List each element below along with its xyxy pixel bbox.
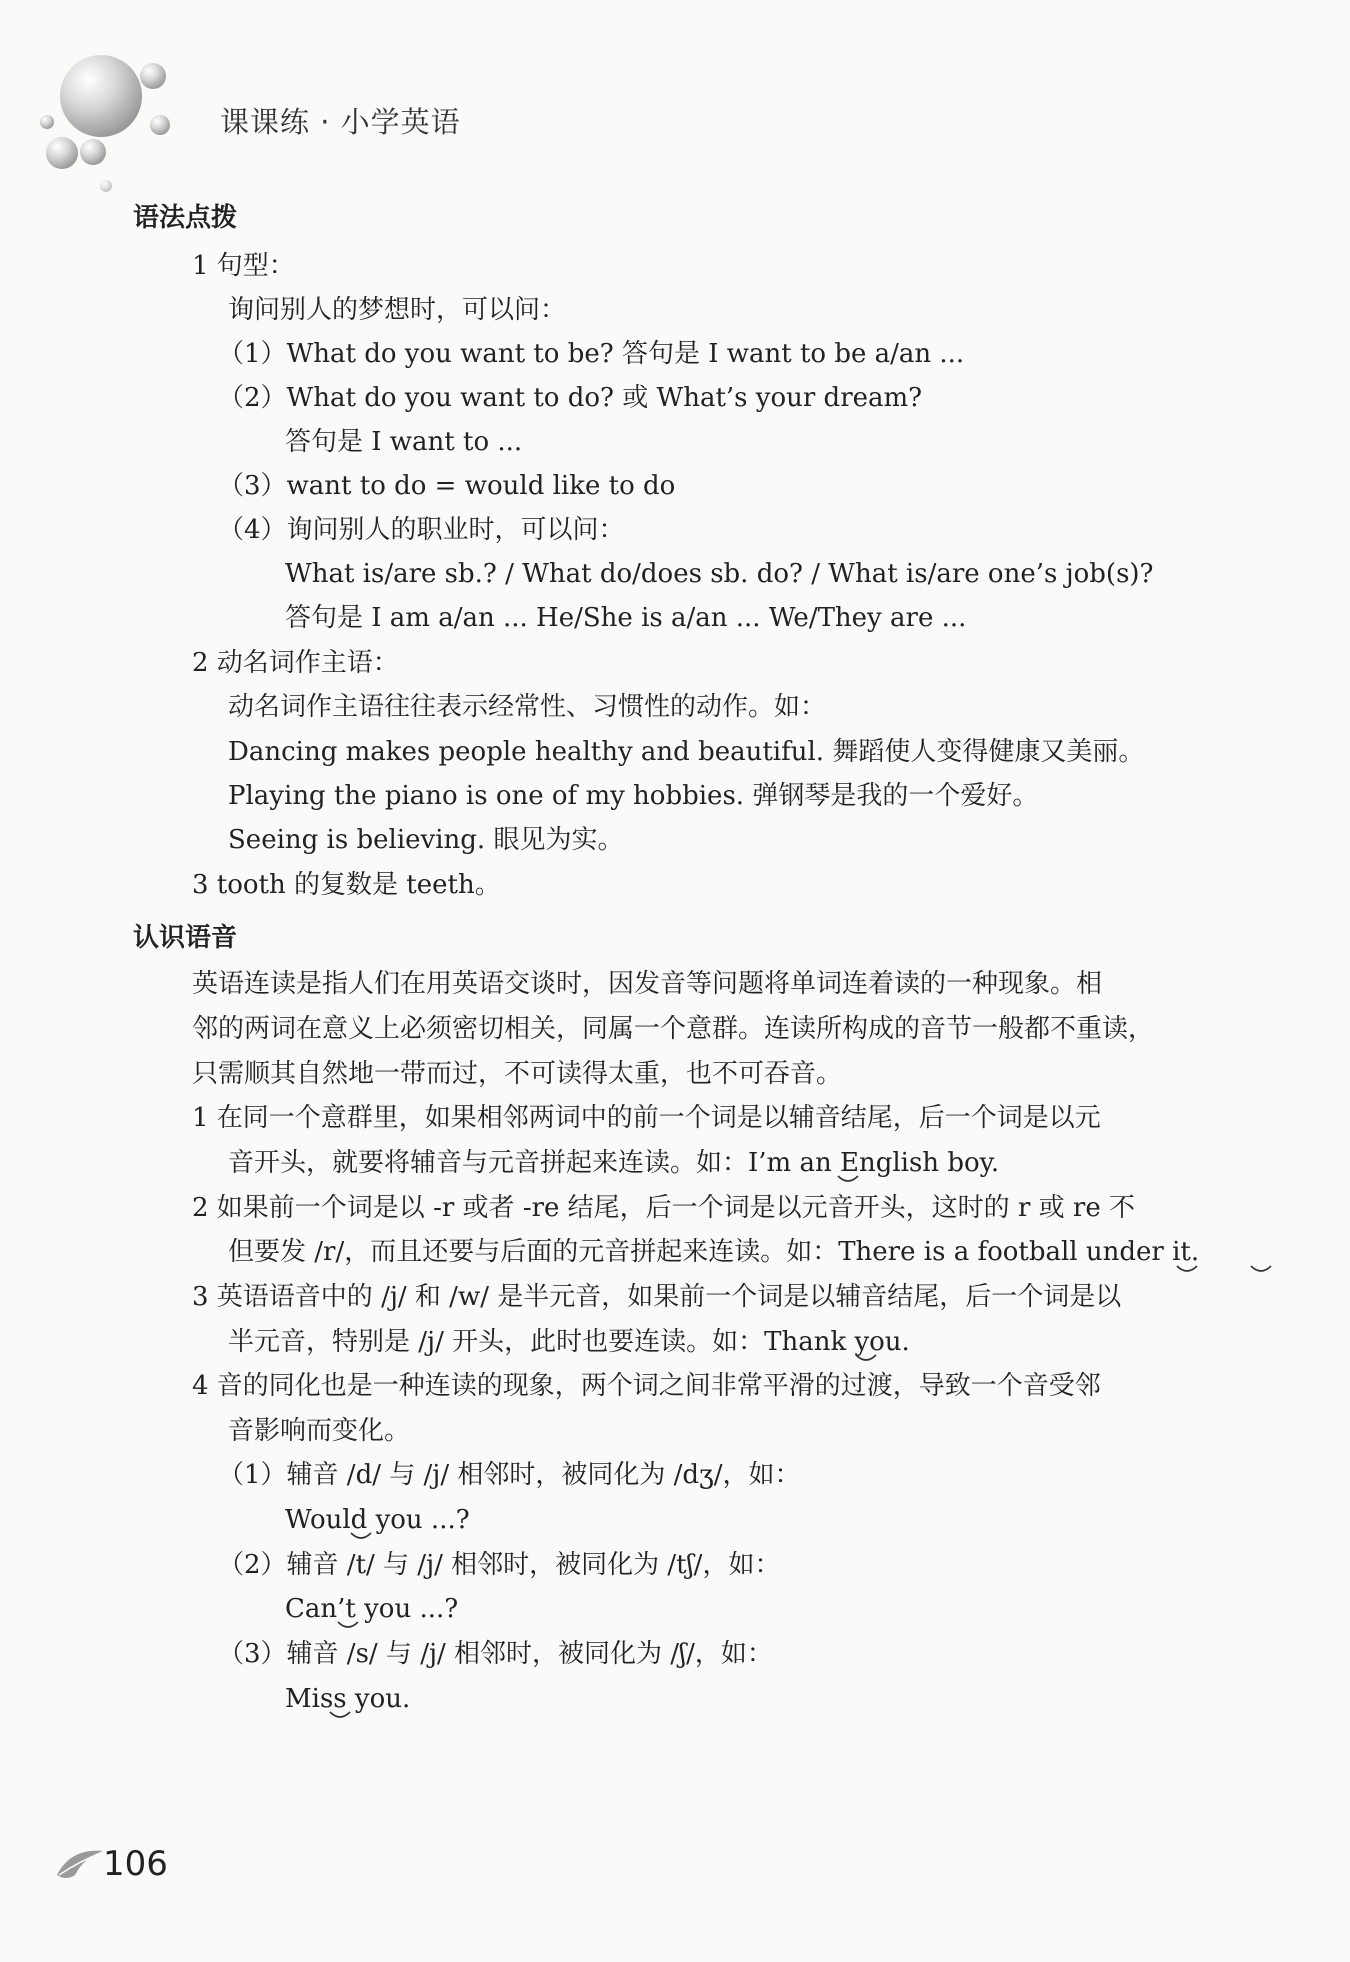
rule-4-sub-3: （3）辅音 /s/ 与 /j/ 相邻时，被同化为 /ʃ/，如： (218, 1639, 773, 1669)
rule-4-sub-2: （2）辅音 /t/ 与 /j/ 相邻时，被同化为 /tʃ/，如： (218, 1550, 781, 1580)
grammar-item-1-sub-4: （4）询问别人的职业时，可以问： (218, 515, 625, 545)
header-title: 课课练 · 小学英语 (220, 105, 461, 139)
rule-4-sub-1-example: Would you ...? (285, 1505, 470, 1535)
grammar-item-1-intro: 询问别人的梦想时，可以问： (228, 295, 567, 325)
grammar-item-2-example-3: Seeing is believing. 眼见为实。 (228, 825, 624, 855)
rule-4-sub-3-example: Miss you. (285, 1684, 411, 1714)
rule-4-sub-1: （1）辅音 /d/ 与 /j/ 相邻时，被同化为 /dʒ/，如： (218, 1460, 801, 1490)
grammar-item-1-sub-3: （3）want to do = would like to do (218, 471, 676, 501)
grammar-item-1-sub-2: （2）What do you want to do? 或 What’s your dream? (218, 383, 923, 413)
liaison-mark-would-you (351, 1533, 371, 1538)
liaison-mark-there-is (1177, 1266, 1197, 1271)
rule-2-line-2: 但要发 /r/，而且还要与后面的元音拼起来连读。如：There is a football under it. (228, 1237, 1200, 1267)
phonetics-intro-line-1: 英语连读是指人们在用英语交谈时，因发音等问题将单词连着读的一种现象。相 (192, 969, 1103, 999)
grammar-heading: 语法点拨 (133, 203, 238, 233)
rule-3-line-2: 半元音，特别是 /j/ 开头，此时也要连读。如：Thank you. (228, 1327, 910, 1357)
phonetics-intro-line-2: 邻的两词在意义上必须密切相关，同属一个意群。连读所构成的音节一般都不重读， (192, 1014, 1155, 1044)
liaison-mark-miss-you (330, 1712, 350, 1717)
leaf-icon (55, 1845, 105, 1885)
liaison-mark-an-english (838, 1176, 858, 1181)
phonetics-heading: 认识语音 (133, 923, 238, 953)
liaison-mark-cant-you (338, 1622, 358, 1627)
grammar-item-2-intro: 动名词作主语往往表示经常性、习惯性的动作。如： (228, 692, 827, 722)
rule-4-line-2: 音影响而变化。 (228, 1416, 411, 1446)
liaison-mark-under-it (1251, 1266, 1271, 1271)
grammar-item-2-title: 2 动名词作主语： (192, 648, 399, 678)
phonetics-intro-line-3: 只需顺其自然地一带而过，不可读得太重，也不可吞音。 (192, 1059, 843, 1089)
liaison-mark-thank-you (856, 1355, 876, 1360)
rule-4-line-1: 4 音的同化也是一种连读的现象，两个词之间非常平滑的过渡，导致一个音受邻 (192, 1371, 1101, 1401)
grammar-item-3: 3 tooth 的复数是 teeth。 (192, 870, 501, 900)
rule-1-line-1: 1 在同一个意群里，如果相邻两词中的前一个词是以辅音结尾，后一个词是以元 (192, 1103, 1101, 1133)
grammar-item-1-title: 1 句型： (192, 251, 295, 281)
grammar-item-1-sub-1: （1）What do you want to be? 答句是 I want to be a/an ... (218, 339, 965, 369)
grammar-item-1-sub-4-questions: What is/are sb.? / What do/does sb. do? / What is/are one’s job(s)? (285, 559, 1154, 589)
grammar-item-1-sub-4-answer: 答句是 I am a/an ... He/She is a/an ... We/They are ... (285, 603, 967, 633)
rule-4-sub-2-example: Can’t you ...? (285, 1594, 459, 1624)
grammar-item-2-example-2: Playing the piano is one of my hobbies. 弹钢琴是我的一个爱好。 (228, 781, 1039, 811)
rule-1-line-2: 音开头，就要将辅音与元音拼起来连读。如：I’m an English boy. (228, 1148, 1000, 1178)
grammar-item-1-sub-2-answer: 答句是 I want to ... (285, 427, 523, 457)
page-number: 106 (103, 1844, 168, 1884)
rule-3-line-1: 3 英语语音中的 /j/ 和 /w/ 是半元音，如果前一个词是以辅音结尾，后一个词是以 (192, 1282, 1122, 1312)
rule-2-line-1: 2 如果前一个词是以 -r 或者 -re 结尾，后一个词是以元音开头，这时的 r 或 re 不 (192, 1193, 1135, 1223)
grammar-item-2-example-1: Dancing makes people healthy and beautiful. 舞蹈使人变得健康又美丽。 (228, 737, 1145, 767)
